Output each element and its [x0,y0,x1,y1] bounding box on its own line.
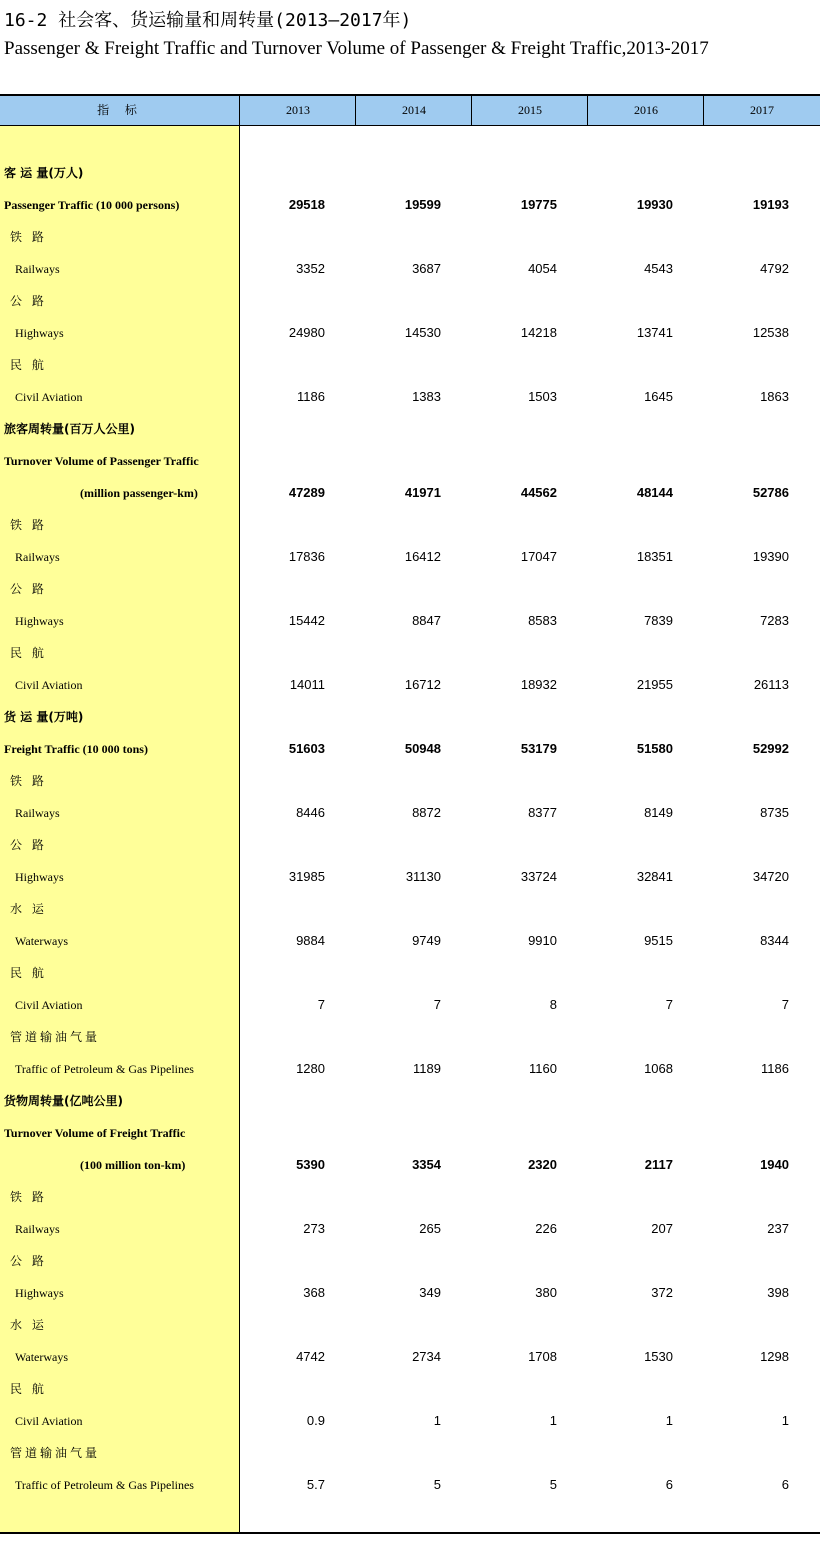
cell-value-2015: 14218 [520,325,557,340]
cell-value-2014: 14530 [404,325,441,340]
row-label: 公 路 [10,294,47,308]
table-row [0,829,820,861]
table-row [0,221,820,253]
table-row [0,1277,820,1309]
cell-value-2013: 47289 [288,485,325,500]
table-row [0,1117,820,1149]
cell-value-2016: 372 [651,1285,673,1300]
cell-value-2016: 2117 [644,1157,673,1172]
cell-value-2013: 1186 [297,389,325,404]
table-row [0,765,820,797]
cell-value-2016: 207 [651,1221,673,1236]
row-label: Turnover Volume of Freight Traffic [4,1126,186,1140]
table-row [0,413,820,445]
cell-value-2017: 52786 [752,485,789,500]
table-row [0,1373,820,1405]
row-label: 民 航 [10,646,47,660]
row-label: 管道输油气量 [10,1030,101,1044]
row-label: 铁 路 [10,1190,47,1204]
cell-value-2015: 33724 [520,869,557,884]
header-year-2017: 2017 [703,96,820,125]
row-label: 货 运 量(万吨) [4,710,84,724]
row-label: Railways [15,262,60,276]
table-row [0,253,820,285]
table-row [0,1469,820,1501]
page-title-en: Passenger & Freight Traffic and Turnover Volume of Passenger & Freight Traffic,2013-2017 [4,38,709,59]
cell-value-2017: 1863 [760,389,789,404]
cell-value-2014: 1189 [413,1061,441,1076]
row-label: Civil Aviation [15,998,83,1012]
cell-value-2013: 273 [303,1221,325,1236]
cell-value-2015: 18932 [520,677,557,692]
table-row [0,1149,820,1181]
table-row [0,861,820,893]
table-row [0,1085,820,1117]
table-row [0,1341,820,1373]
table-row [0,701,820,733]
table-row [0,733,820,765]
cell-value-2015: 19775 [520,197,557,212]
cell-value-2017: 12538 [752,325,789,340]
header-year-2014: 2014 [355,96,472,125]
cell-value-2014: 7 [433,997,441,1012]
cell-value-2013: 15442 [288,613,325,628]
row-label: 铁 路 [10,774,47,788]
cell-value-2017: 1186 [761,1061,789,1076]
cell-value-2015: 9910 [528,933,557,948]
cell-value-2017: 26113 [753,677,789,692]
cell-value-2017: 4792 [760,261,789,276]
row-label: Civil Aviation [15,678,83,692]
row-label: 公 路 [10,1254,47,1268]
table-row [0,1405,820,1437]
cell-value-2015: 44562 [520,485,557,500]
cell-value-2014: 3354 [412,1157,441,1172]
cell-value-2017: 8735 [760,805,789,820]
cell-value-2013: 51603 [288,741,325,756]
table-row [0,925,820,957]
cell-value-2016: 7 [665,997,673,1012]
cell-value-2017: 7 [781,997,789,1012]
cell-value-2013: 31985 [288,869,325,884]
cell-value-2014: 265 [419,1221,441,1236]
cell-value-2015: 8377 [528,805,557,820]
cell-value-2015: 2320 [528,1157,557,1172]
table-row [0,541,820,573]
row-label: 铁 路 [10,518,47,532]
cell-value-2013: 8446 [296,805,325,820]
cell-value-2013: 24980 [288,325,325,340]
table-row [0,477,820,509]
table-row [0,1213,820,1245]
cell-value-2017: 52992 [752,741,789,756]
cell-value-2014: 8872 [412,805,441,820]
cell-value-2014: 9749 [412,933,441,948]
header-year-2013: 2013 [239,96,356,125]
row-label: 水 运 [10,1318,47,1332]
cell-value-2014: 1 [433,1413,441,1428]
cell-value-2015: 5 [549,1477,557,1492]
table-bottom-rule [0,1532,820,1534]
row-label: (million passenger-km) [80,486,198,500]
cell-value-2014: 3687 [412,261,441,276]
row-label: Civil Aviation [15,390,83,404]
table-row [0,317,820,349]
cell-value-2014: 5 [433,1477,441,1492]
table-row [0,637,820,669]
row-label: 水 运 [10,902,47,916]
row-label: Railways [15,1222,60,1236]
table-row [0,1021,820,1053]
cell-value-2014: 16712 [404,677,441,692]
cell-value-2015: 1708 [528,1349,557,1364]
table-header [0,96,820,126]
header-year-2015: 2015 [471,96,588,125]
cell-value-2015: 380 [535,1285,557,1300]
row-label: 旅客周转量(百万人公里) [4,422,135,436]
cell-value-2016: 4543 [644,261,673,276]
row-label: 民 航 [10,966,47,980]
cell-value-2015: 17047 [520,549,557,564]
page-title-cn: 16-2 社会客、货运输量和周转量(2013—2017年) [4,10,412,31]
cell-value-2016: 32841 [636,869,673,884]
cell-value-2015: 226 [535,1221,557,1236]
table-row [0,1181,820,1213]
cell-value-2013: 5390 [296,1157,325,1172]
cell-value-2014: 41971 [404,485,441,500]
cell-value-2015: 8 [549,997,557,1012]
cell-value-2016: 7839 [644,613,673,628]
row-label: Highways [15,614,64,628]
header-indicator: 指 标 [97,103,143,117]
cell-value-2014: 2734 [412,1349,441,1364]
row-label: 铁 路 [10,230,47,244]
row-label: Railways [15,550,60,564]
table-row [0,285,820,317]
row-label: Waterways [15,934,69,948]
table-row [0,797,820,829]
header-year-2016: 2016 [587,96,704,125]
table-row [0,349,820,381]
cell-value-2013: 0.9 [306,1413,325,1428]
cell-value-2017: 1940 [760,1157,789,1172]
cell-value-2016: 1068 [644,1061,673,1076]
cell-value-2013: 1280 [296,1061,325,1076]
cell-value-2017: 19193 [752,197,789,212]
row-label: 民 航 [10,358,47,372]
row-label: Passenger Traffic (10 000 persons) [4,198,180,212]
cell-value-2016: 1530 [644,1349,673,1364]
cell-value-2016: 13741 [636,325,673,340]
cell-value-2016: 9515 [644,933,673,948]
cell-value-2016: 1 [665,1413,673,1428]
row-label: 公 路 [10,838,47,852]
row-label: Traffic of Petroleum & Gas Pipelines [15,1062,194,1076]
cell-value-2017: 237 [767,1221,789,1236]
row-label: Highways [15,1286,64,1300]
cell-value-2016: 6 [665,1477,673,1492]
cell-value-2017: 34720 [752,869,789,884]
cell-value-2017: 1298 [760,1349,789,1364]
table-row [0,189,820,221]
cell-value-2017: 7283 [760,613,789,628]
row-label: Civil Aviation [15,1414,83,1428]
cell-value-2013: 5.7 [306,1477,325,1492]
cell-value-2017: 19390 [752,549,789,564]
row-label: Highways [15,326,64,340]
row-label: Waterways [15,1350,69,1364]
row-label: Freight Traffic (10 000 tons) [4,742,148,756]
table-row [0,157,820,189]
table-row [0,1437,820,1469]
table-row [0,893,820,925]
row-label: Railways [15,806,60,820]
cell-value-2013: 4742 [296,1349,325,1364]
cell-value-2015: 53179 [520,741,557,756]
table-row [0,381,820,413]
row-label: 货物周转量(亿吨公里) [4,1094,123,1108]
cell-value-2015: 4054 [528,261,557,276]
cell-value-2015: 1503 [528,389,557,404]
table-row [0,573,820,605]
cell-value-2016: 8149 [644,805,673,820]
row-label: 管道输油气量 [10,1446,101,1460]
cell-value-2016: 51580 [636,741,673,756]
table-row [0,509,820,541]
cell-value-2013: 7 [317,997,325,1012]
row-label: Turnover Volume of Passenger Traffic [4,454,199,468]
cell-value-2015: 1160 [529,1061,557,1076]
cell-value-2016: 1645 [644,389,673,404]
cell-value-2016: 19930 [636,197,673,212]
cell-value-2014: 16412 [404,549,441,564]
cell-value-2017: 1 [781,1413,789,1428]
row-label: Highways [15,870,64,884]
row-label: (100 million ton-km) [80,1158,186,1172]
cell-value-2016: 21955 [636,677,673,692]
cell-value-2013: 17836 [288,549,325,564]
row-label: 客 运 量(万人) [4,166,84,180]
cell-value-2015: 8583 [528,613,557,628]
cell-value-2014: 349 [419,1285,441,1300]
cell-value-2013: 29518 [288,197,325,212]
cell-value-2014: 19599 [404,197,441,212]
cell-value-2013: 368 [303,1285,325,1300]
cell-value-2013: 9884 [296,933,325,948]
cell-value-2013: 3352 [296,261,325,276]
cell-value-2016: 48144 [636,485,673,500]
table-row [0,669,820,701]
cell-value-2014: 8847 [412,613,441,628]
cell-value-2017: 6 [781,1477,789,1492]
table-row [0,1245,820,1277]
row-label: 民 航 [10,1382,47,1396]
table-row [0,445,820,477]
cell-value-2016: 18351 [636,549,673,564]
row-label: Traffic of Petroleum & Gas Pipelines [15,1478,194,1492]
cell-value-2013: 14011 [289,677,325,692]
cell-value-2014: 50948 [404,741,441,756]
cell-value-2015: 1 [549,1413,557,1428]
cell-value-2014: 1383 [412,389,441,404]
table-row [0,1053,820,1085]
table-row [0,957,820,989]
cell-value-2017: 8344 [760,933,789,948]
cell-value-2017: 398 [767,1285,789,1300]
table-row [0,605,820,637]
cell-value-2014: 31130 [405,869,441,884]
row-label: 公 路 [10,582,47,596]
table-row [0,1309,820,1341]
table-row [0,989,820,1021]
